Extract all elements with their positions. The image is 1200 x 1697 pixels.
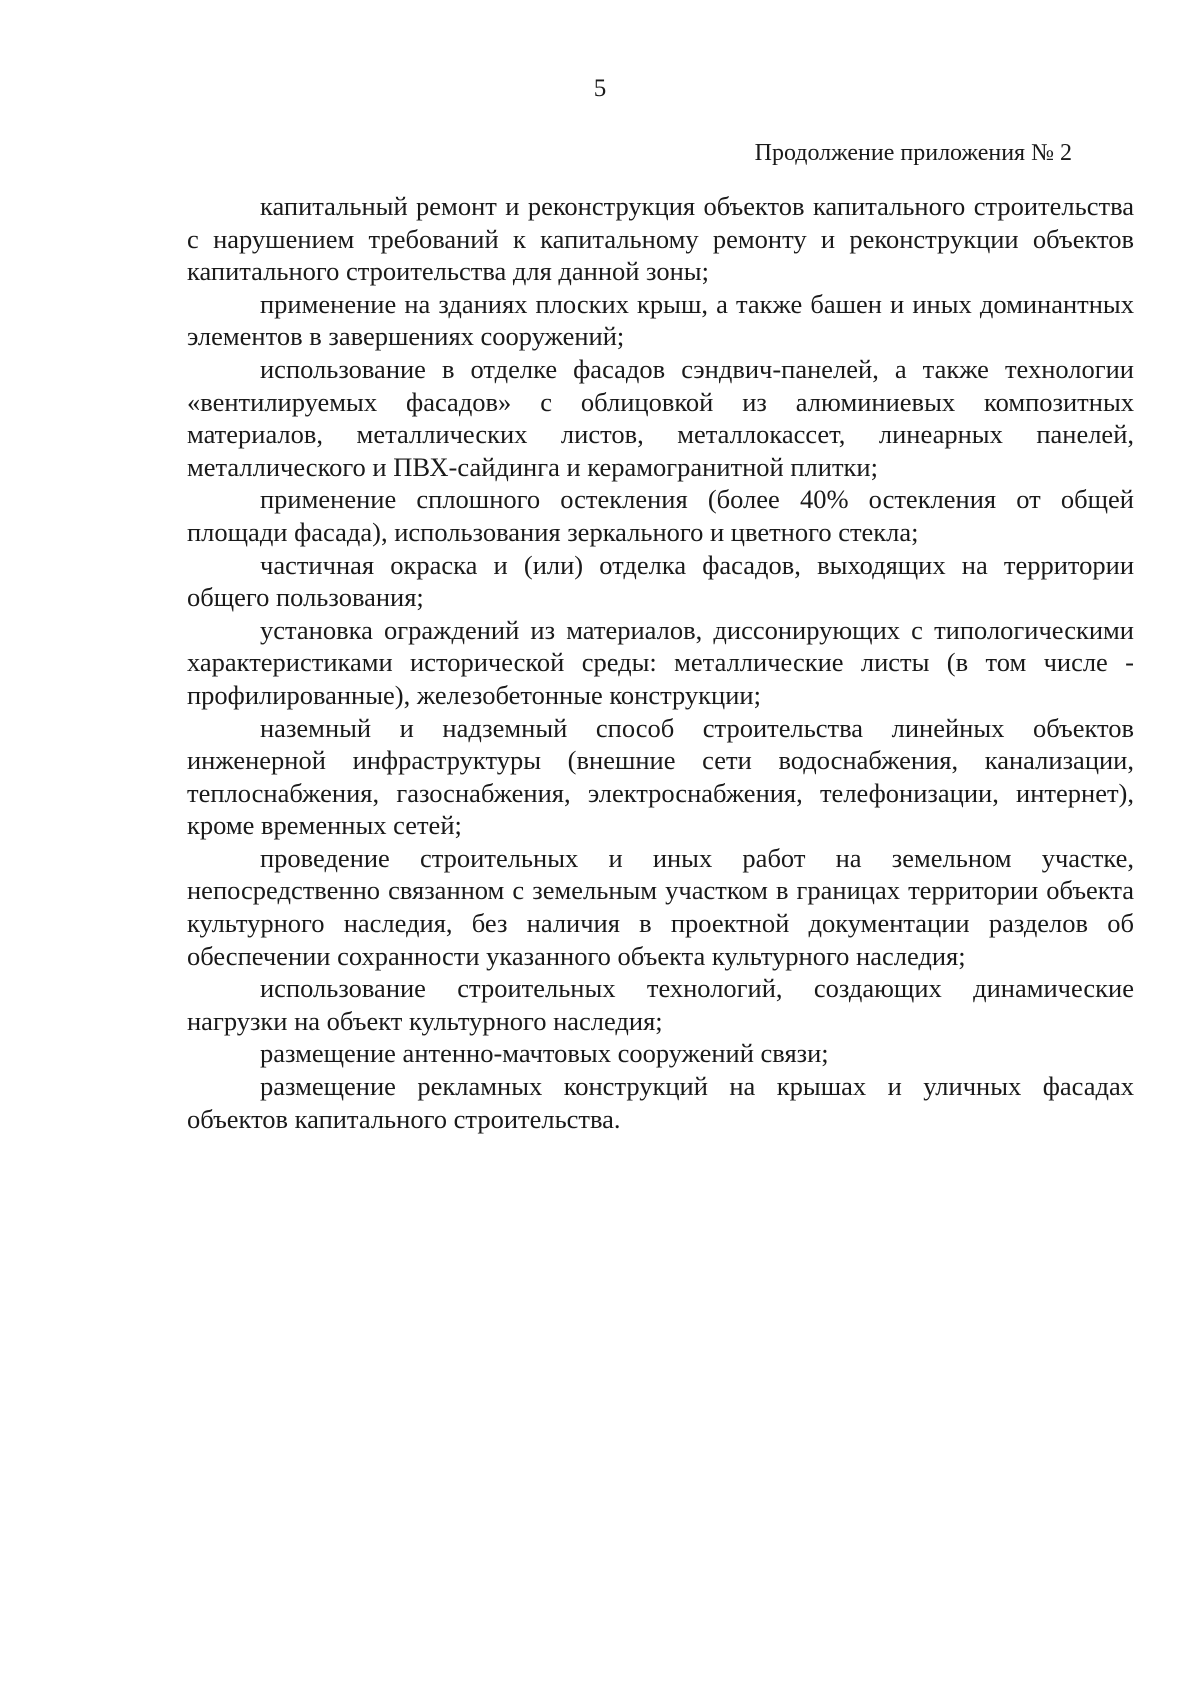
paragraph-7: наземный и надземный способ строительства линейных объектов инженерной инфраструктуры (внешние сети водоснабжения, канализации, теплоснабжения, газоснабжения, электроснабжения, телефонизации, интернет), кроме временных сетей; [187, 712, 1134, 841]
paragraph-10: размещение антенно-мачтовых сооружений связи; [260, 1038, 829, 1069]
paragraph-4: применение сплошного остекления (более 40% остекления от общей площади фасада), использования зеркального и цветного стекла; [187, 484, 1134, 547]
paragraph-8: проведение строительных и иных работ на земельном участке, непосредственно связанном с земельным участком в границах территории объекта культурного наследия, без наличия в проектной документации разделов об обеспечении сохранности указанного объекта культурного наследия; [187, 842, 1134, 971]
paragraph-2: применение на зданиях плоских крыш, а также башен и иных доминантных элементов в завершениях сооружений; [187, 288, 1134, 352]
page-number: 5 [593, 75, 607, 102]
paragraph-5: частичная окраска и (или) отделка фасадов, выходящих на территории общего пользования; [187, 549, 1134, 613]
paragraph-1: капитальный ремонт и реконструкция объектов капитального строительства с нарушением требований к капитальному ремонту и реконструкции объектов капитального строительства для данной зоны; [187, 191, 1134, 287]
paragraph-6: установка ограждений из материалов, диссонирующих с типологическими характеристиками исторической среды: металлические листы (в том числе - профилированные), железобетонные конструкции; [187, 614, 1134, 710]
paragraph-11: размещение рекламных конструкций на крышах и уличных фасадах объектов капитального строительства. [187, 1071, 1134, 1134]
paragraph-3: использование в отделке фасадов сэндвич-панелей, а также технологии «вентилируемых фасадов» с облицовкой из алюминиевых композитных материалов, металлических листов, металлокассет, линеарных панелей, металлического и ПВХ-сайдинга и керамогранитной плитки; [187, 353, 1134, 482]
paragraph-9: использование строительных технологий, создающих динамические нагрузки на объект культурного наследия; [187, 973, 1134, 1036]
body-text [187, 190, 1134, 1135]
appendix-reference: Продолжение приложения № 2 [754, 140, 1072, 166]
